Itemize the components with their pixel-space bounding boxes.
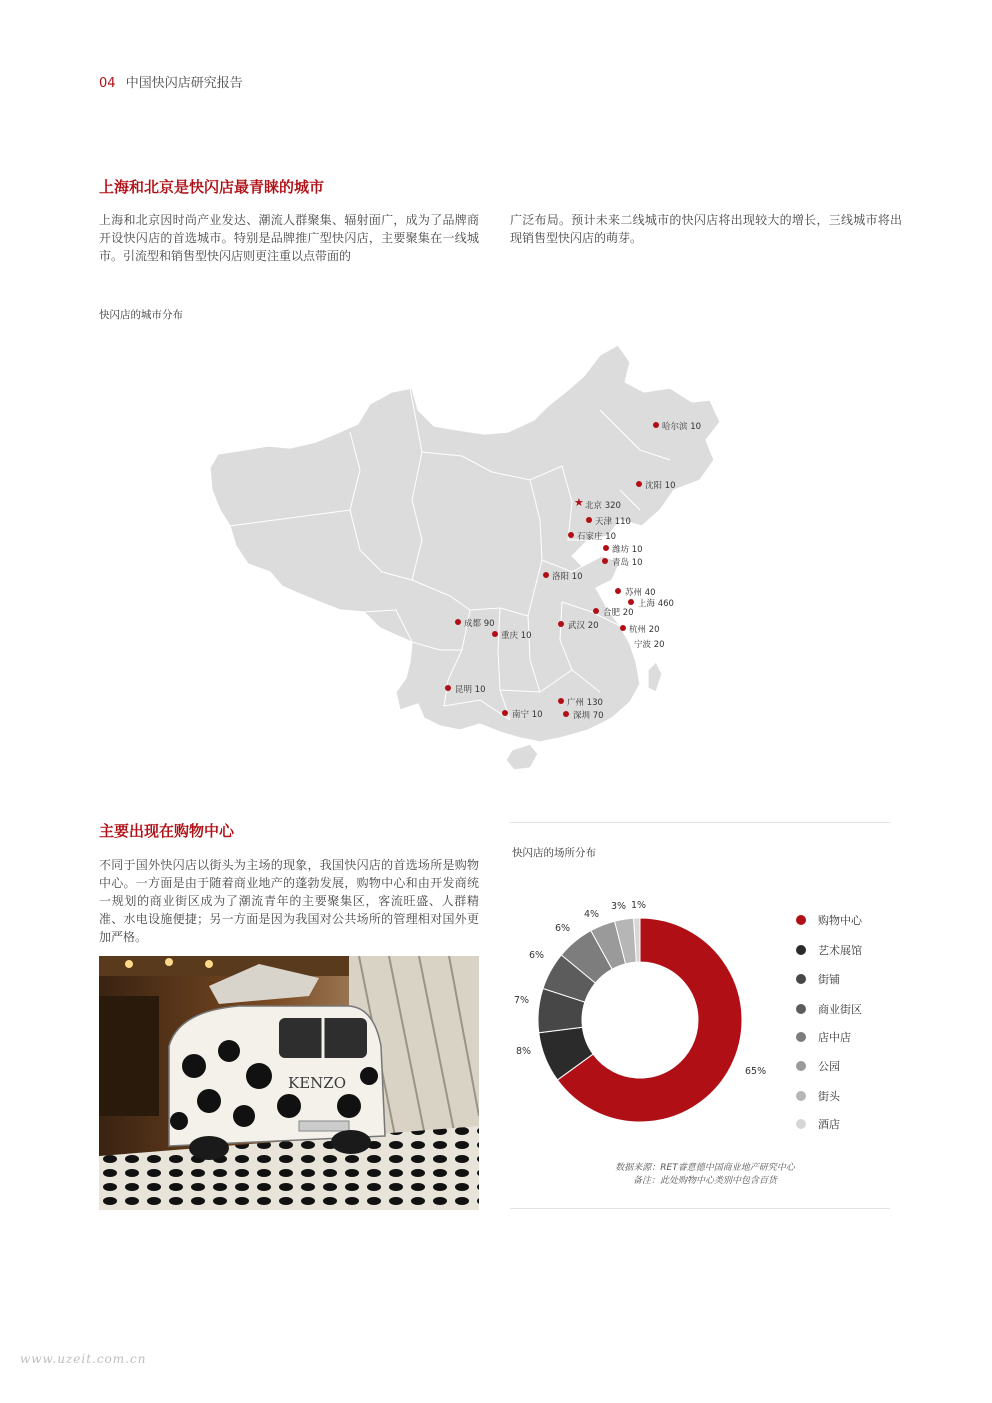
- hainan-island: [506, 744, 538, 770]
- legend-item: [796, 1058, 840, 1074]
- chart-source: [555, 1162, 855, 1188]
- map-dot-hefei: [593, 608, 599, 614]
- city-label-chengdu: 成都 90: [464, 619, 495, 629]
- city-label-wuhan: 武汉 20: [568, 621, 599, 631]
- legend-swatch: [796, 1061, 806, 1071]
- map-dot-shanghai: [628, 599, 634, 605]
- page-number: 04: [99, 76, 116, 91]
- city-label-nanning: 南宁 10: [512, 710, 543, 720]
- map-dot-shenyang: [636, 481, 642, 487]
- city-label-guangzhou: 广州 130: [567, 698, 603, 708]
- pct-label-shopping-mall: 65%: [745, 1066, 767, 1077]
- map-dot-kunming: [445, 685, 451, 691]
- legend-swatch: [796, 1032, 806, 1042]
- city-label-shenzhen: 深圳 70: [573, 711, 604, 721]
- city-label-luoyang: 洛阳 10: [552, 572, 583, 582]
- legend-item: [796, 1088, 840, 1104]
- pct-label-street: 3%: [611, 901, 627, 912]
- kenzo-van-photo: [99, 956, 479, 1210]
- chart-bottom-divider: [510, 1208, 890, 1209]
- chart-caption: 快闪店的场所分布: [512, 847, 596, 859]
- legend-item: [796, 1001, 862, 1017]
- paragraph-malls: 不同于国外快闪店以街头为主场的现象，我国快闪店的首选场所是购物中心。一方面是由于随着商业地产的蓬勃发展，购物中心和由开发商统一规划的商业街区成为了潮流青年的主要聚集区，客流旺盛、人群精准、水电设施便捷；另一方面是因为我国对公共场所的管理相对国外更加严格。: [99, 858, 479, 944]
- legend-label: 公园: [818, 1060, 840, 1073]
- photo-brand-text: KENZO: [287, 1074, 347, 1092]
- page-header: [99, 72, 243, 91]
- pct-label-commercial-street: 6%: [529, 950, 545, 961]
- section-heading-malls: 主要出现在购物中心: [99, 822, 235, 840]
- city-label-shanghai: 上海 460: [638, 599, 674, 609]
- pct-label-art-gallery: 8%: [516, 1046, 532, 1057]
- map-dot-hangzhou: [620, 625, 626, 631]
- city-label-hangzhou: 杭州 20: [629, 625, 660, 635]
- city-label-harbin: 哈尔滨 10: [662, 422, 702, 432]
- legend-label: 购物中心: [818, 914, 862, 927]
- paragraph-cities-right: 广泛布局。预计未来二线城市的快闪店将出现较大的增长，三线城市将出现销售型快闪店的萌芽。: [510, 213, 902, 245]
- map-dot-shenzhen: [563, 711, 569, 717]
- map-dot-harbin: [653, 422, 659, 428]
- legend-label: 街头: [818, 1090, 840, 1103]
- source-line-2: 备注：此处购物中心类别中包含百货: [632, 1176, 777, 1186]
- map-dot-weifang: [603, 545, 609, 551]
- legend-label: 酒店: [818, 1118, 840, 1131]
- city-label-shijiazhuang: 石家庄 10: [577, 532, 617, 542]
- paragraph-cities-left: 上海和北京因时尚产业发达、潮流人群聚集、辐射面广，成为了品牌商开设快闪店的首选城市。特别是品牌推广型快闪店，主要聚集在一线城市。引流型和销售型快闪店则更注重以点带面的: [99, 213, 479, 263]
- legend-label: 艺术展馆: [818, 944, 862, 957]
- city-label-tianjin: 天津 110: [595, 517, 631, 527]
- legend-swatch: [796, 945, 806, 955]
- legend-item: [796, 1116, 840, 1132]
- map-caption: 快闪店的城市分布: [99, 309, 183, 321]
- legend-swatch: [796, 915, 806, 925]
- city-label-hefei: 合肥 20: [603, 608, 634, 618]
- map-dot-suzhou: [615, 588, 621, 594]
- china-map: [200, 340, 730, 780]
- city-label-beijing: 北京 320: [585, 501, 621, 511]
- map-dot-luoyang: [543, 572, 549, 578]
- venue-donut-chart: [520, 900, 760, 1140]
- watermark-text: www.uzeit.com.cn: [20, 1352, 147, 1366]
- map-dot-tianjin: [586, 517, 592, 523]
- city-label-kunming: 昆明 10: [455, 685, 486, 695]
- pct-label-shop-in-shop: 6%: [555, 923, 571, 934]
- capital-star-icon: ★: [574, 496, 584, 509]
- map-dot-wuhan: [558, 621, 564, 627]
- map-dot-shijiazhuang: [568, 532, 574, 538]
- taiwan-island: [648, 662, 662, 692]
- map-dot-guangzhou: [558, 698, 564, 704]
- legend-swatch: [796, 1004, 806, 1014]
- legend-label: 街铺: [818, 973, 840, 986]
- map-dot-chongqing: [492, 631, 498, 637]
- city-label-weifang: 潍坊 10: [612, 545, 643, 555]
- source-line-1: 数据来源：RET睿意德中国商业地产研究中心: [615, 1163, 795, 1173]
- map-dot-chengdu: [455, 619, 461, 625]
- pct-label-hotel: 1%: [631, 900, 647, 911]
- city-label-ningbo: 宁波 20: [634, 640, 665, 650]
- city-label-qingdao: 青岛 10: [612, 558, 643, 568]
- map-dot-nanning: [502, 710, 508, 716]
- city-label-shenyang: 沈阳 10: [645, 481, 676, 491]
- legend-label: 店中店: [818, 1031, 851, 1044]
- report-title: 中国快闪店研究报告: [125, 76, 243, 91]
- pct-label-street-shop: 7%: [514, 995, 530, 1006]
- legend-label: 商业街区: [818, 1003, 862, 1016]
- legend-item: [796, 912, 862, 928]
- legend-item: [796, 942, 862, 958]
- legend-swatch: [796, 974, 806, 984]
- section-heading-cities: 上海和北京是快闪店最青睐的城市: [99, 178, 325, 196]
- chart-top-divider: [510, 822, 890, 823]
- legend-swatch: [796, 1091, 806, 1101]
- legend-item: [796, 1029, 851, 1045]
- city-label-chongqing: 重庆 10: [501, 631, 532, 641]
- pct-label-park: 4%: [584, 909, 600, 920]
- legend-swatch: [796, 1119, 806, 1129]
- map-dot-qingdao: [602, 558, 608, 564]
- city-label-suzhou: 苏州 40: [625, 588, 656, 598]
- legend-item: [796, 971, 840, 987]
